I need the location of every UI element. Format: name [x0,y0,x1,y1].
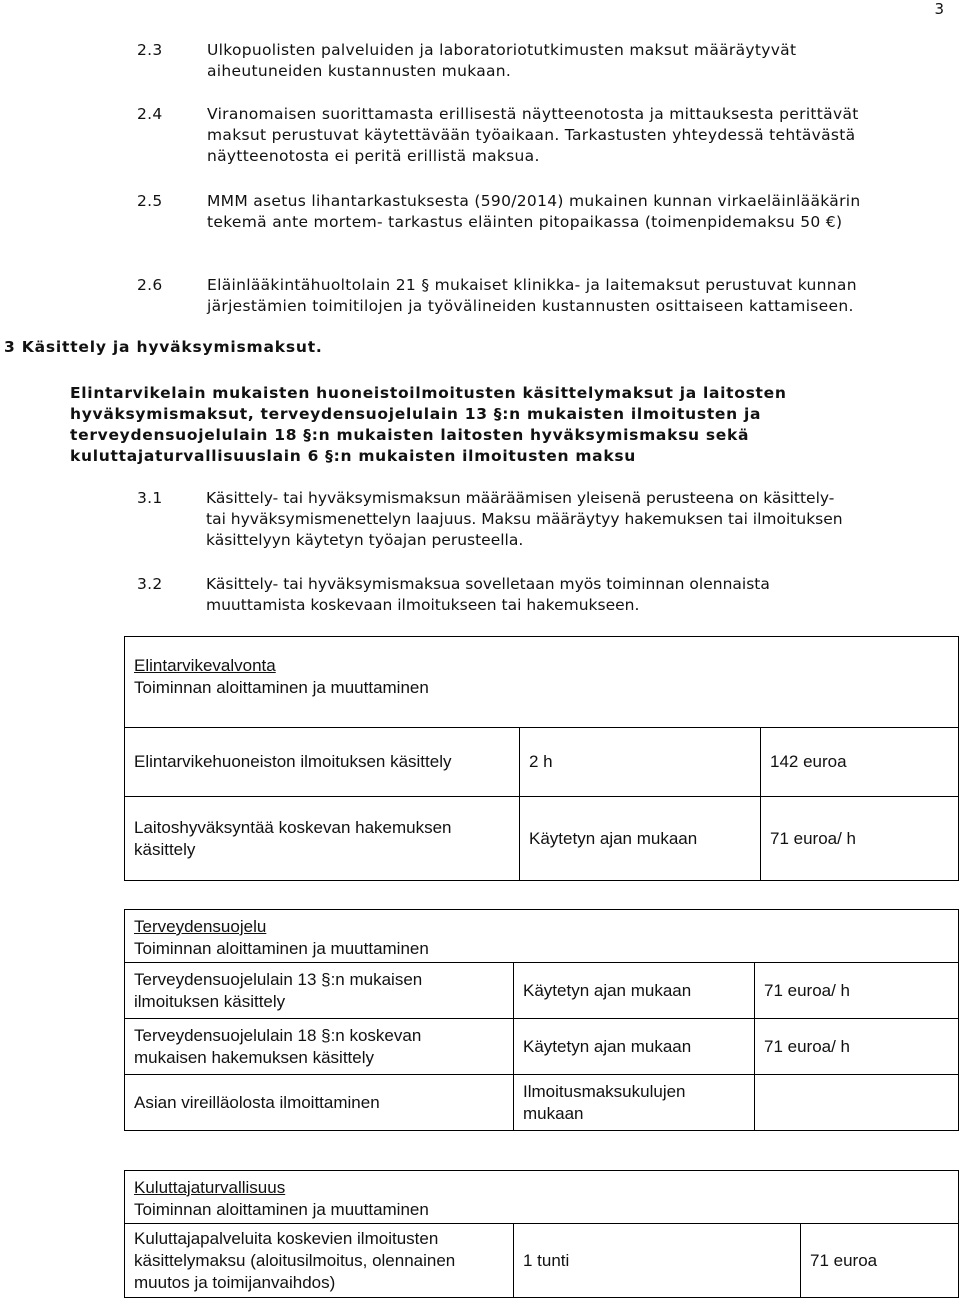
service-price: 142 euroa [761,728,959,797]
paragraph-text: Viranomaisen suorittamasta erillisestä näytteenotosta ja mittauksesta perittävät maksut perustuvat käytettävään työaikaan. Tarkastusten yhteydessä tehtävästä näytteenotosta ei peritä erillistä maksua. [207,105,859,165]
service-price: 71 euroa/ h [755,963,959,1019]
service-name: Kuluttajapalveluita koskevien ilmoitusten käsittelymaksu (aloitusilmoitus, olennainen muutos ja toimijanvaihdos) [125,1224,514,1298]
paragraph-3-1 [137,488,937,554]
paragraph-number: 2.3 [137,41,163,59]
paragraph-2-3 [137,40,937,86]
table-row [125,1075,959,1131]
service-name: Terveydensuojelulain 18 §:n koskevan mukaisen hakemuksen käsittely [125,1019,514,1075]
paragraph-text: Käsittely- tai hyväksymismaksun määräämisen yleisenä perusteena on käsittely- tai hyväksymismenettelyn laajuus. Maksu määräytyy hakemuksen tai ilmoituksen käsittelyyn käytetyn työajan perusteella. [206,489,843,549]
service-time: Käytetyn ajan mukaan [514,1019,755,1075]
service-name: Terveydensuojelulain 13 §:n mukaisen ilmoituksen käsittely [125,963,514,1019]
table-title: Terveydensuojelu [134,917,267,936]
service-price: 71 euroa/ h [761,797,959,881]
paragraph-text: Ulkopuolisten palveluiden ja laboratoriotutkimusten maksut määräytyvät aiheutuneiden kustannusten mukaan. [207,41,797,80]
paragraph-number: 2.5 [137,192,163,210]
paragraph-number: 2.6 [137,276,163,294]
table-row [125,963,959,1019]
paragraph-text: Käsittely- tai hyväksymismaksua sovelletaan myös toiminnan olennaista muuttamista koskevaan ilmoitukseen tai hakemukseen. [206,575,770,614]
service-price: 71 euroa [801,1224,959,1298]
section-heading: 3 Käsittely ja hyväksymismaksut. [4,338,323,356]
service-time: Käytetyn ajan mukaan [520,797,761,881]
service-price: 71 euroa/ h [755,1019,959,1075]
table-subtitle: Toiminnan aloittaminen ja muuttaminen [134,678,429,697]
fee-table-terveydensuojelu [124,909,959,1131]
table-row [125,728,959,797]
service-time: Käytetyn ajan mukaan [514,963,755,1019]
paragraph-number: 3.1 [137,489,163,507]
service-time: Ilmoitusmaksukulujen mukaan [514,1075,755,1131]
paragraph-2-4 [137,104,937,170]
service-time: 1 tunti [514,1224,801,1298]
service-name: Laitoshyväksyntää koskevan hakemuksen käsittely [125,797,520,881]
table-subtitle: Toiminnan aloittaminen ja muuttaminen [134,1200,429,1219]
paragraph-2-6 [137,275,937,321]
service-price [755,1075,959,1131]
paragraph-text: Eläinlääkintähuoltolain 21 § mukaiset klinikka- ja laitemaksut perustuvat kunnan järjestämien toimitilojen ja työvälineiden kustannusten osittaiseen kattamiseen. [207,276,857,315]
paragraph-number: 2.4 [137,105,163,123]
table-row [125,1224,959,1298]
table-row [125,797,959,881]
paragraph-number: 3.2 [137,575,163,593]
service-time: 2 h [520,728,761,797]
table-header [125,1171,959,1224]
table-title: Elintarvikevalvonta [134,656,276,675]
table-row [125,1019,959,1075]
paragraph-2-5 [137,191,937,237]
table-title: Kuluttajaturvallisuus [134,1178,286,1197]
table-subtitle: Toiminnan aloittaminen ja muuttaminen [134,939,429,958]
table-header [125,910,959,963]
fee-table-kuluttajaturvallisuus [124,1170,959,1298]
service-name: Asian vireilläolosta ilmoittaminen [125,1075,514,1131]
fee-table-elintarvikevalvonta [124,636,959,881]
section-intro: Elintarvikelain mukaisten huoneistoilmoitusten käsittelymaksut ja laitosten hyväksymismaksut, terveydensuojelulain 13 §:n mukaisten ilmoitusten ja terveydensuojelulain 18 §:n mukaisten laitosten hyväksymismaksu sekä kuluttajaturvallisuuslain 6 §:n mukaisten ilmoitusten maksu [70,384,787,465]
page-number: 3 [934,0,944,18]
paragraph-3-2 [137,574,937,620]
paragraph-text: MMM asetus lihantarkastuksesta (590/2014) mukainen kunnan virkaeläinlääkärin tekemä ante mortem- tarkastus eläinten pitopaikassa (toimenpidemaksu 50 €) [207,192,861,231]
service-name: Elintarvikehuoneiston ilmoituksen käsittely [125,728,520,797]
table-header [125,637,959,728]
